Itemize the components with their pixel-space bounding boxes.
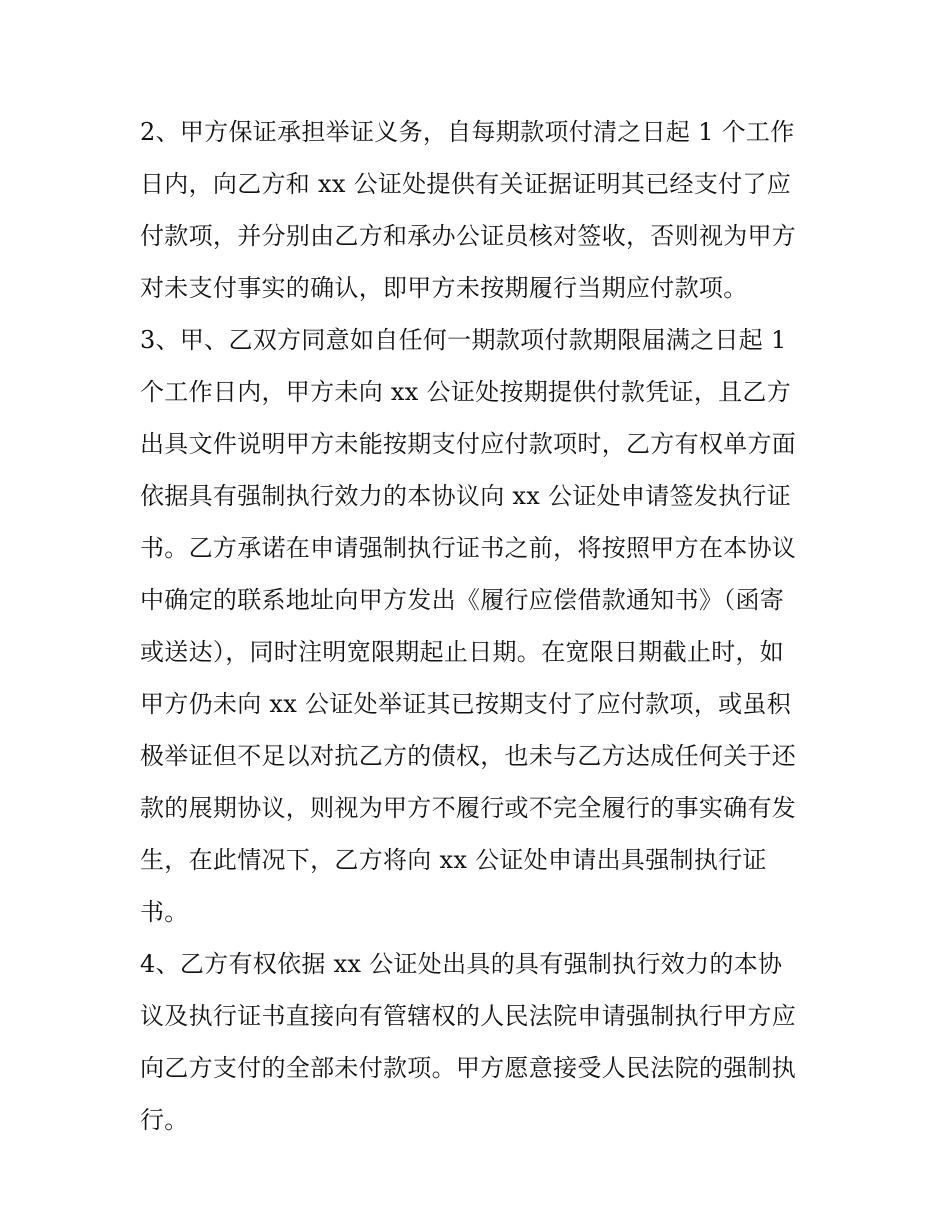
text-line: 书。 <box>140 898 189 926</box>
text-line: 行。 <box>140 1106 189 1134</box>
text-line: 书。乙方承诺在申请强制执行证书之前，将按照甲方在本协议 <box>140 534 797 562</box>
text-line: 依据具有强制执行效力的本协议向 xx 公证处申请签发执行证 <box>140 482 792 510</box>
text-line: 2、甲方保证承担举证义务，自每期款项付清之日起 1 个工作 <box>140 118 795 146</box>
text-line: 付款项，并分别由乙方和承办公证员核对签收，否则视为甲方 <box>140 222 797 250</box>
text-line: 日内，向乙方和 xx 公证处提供有关证据证明其已经支付了应 <box>140 170 792 198</box>
text-line: 中确定的联系地址向甲方发出《履行应偿借款通知书》（函寄 <box>140 586 785 614</box>
text-line: 或送达），同时注明宽限期起止日期。在宽限日期截止时，如 <box>140 638 785 666</box>
text-line: 款的展期协议，则视为甲方不履行或不完全履行的事实确有发 <box>140 794 797 822</box>
text-line: 议及执行证书直接向有管辖权的人民法院申请强制执行甲方应 <box>140 1002 797 1030</box>
document-body <box>140 106 820 1146</box>
text-line: 向乙方支付的全部未付款项。甲方愿意接受人民法院的强制执 <box>140 1054 797 1082</box>
text-line: 甲方仍未向 xx 公证处举证其已按期支付了应付款项，或虽积 <box>140 690 792 718</box>
text-line: 对未支付事实的确认，即甲方未按期履行当期应付款项。 <box>140 274 748 302</box>
text-line: 3、甲、乙双方同意如自任何一期款项付款期限届满之日起 1 <box>140 326 787 354</box>
text-line: 出具文件说明甲方未能按期支付应付款项时，乙方有权单方面 <box>140 430 797 458</box>
text-line: 4、乙方有权依据 xx 公证处出具的具有强制执行效力的本协 <box>140 950 783 978</box>
text-line: 生，在此情况下，乙方将向 xx 公证处申请出具强制执行证 <box>140 846 767 874</box>
text-line: 极举证但不足以对抗乙方的债权，也未与乙方达成任何关于还 <box>140 742 797 770</box>
text-line: 个工作日内，甲方未向 xx 公证处按期提供付款凭证，且乙方 <box>140 378 792 406</box>
